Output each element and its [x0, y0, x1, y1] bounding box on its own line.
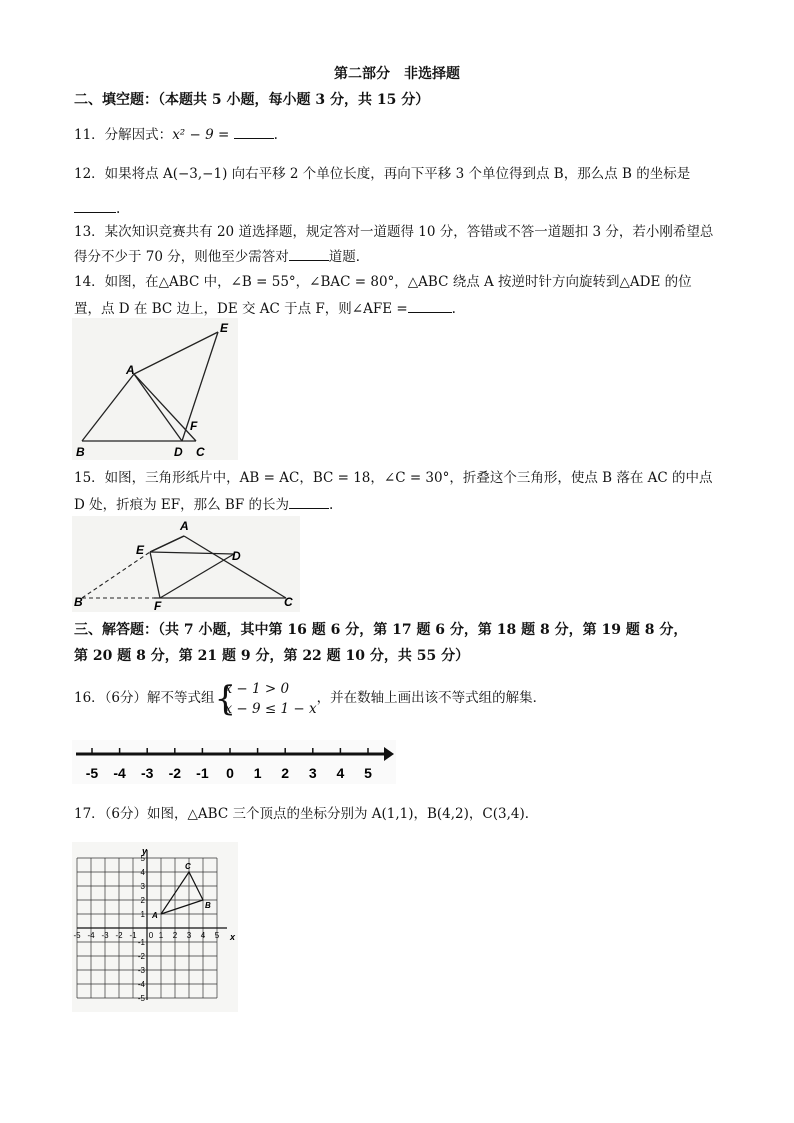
answer-blank[interactable]	[289, 494, 329, 509]
question-13-line1: 13．某次知识竞赛共有 20 道选择题，规定答对一道题得 10 分，答错或不答一道题扣 3 分，若小刚希望总	[74, 224, 714, 240]
label-c: C	[196, 445, 205, 459]
figure-15-folding	[72, 516, 300, 612]
label-c: C	[284, 595, 293, 609]
y-axis-label: y	[142, 846, 148, 856]
grid-x-tick-label: 4	[200, 931, 206, 940]
label-a: A	[180, 519, 189, 533]
section3-heading-line1: 三、解答题：（共 7 小题，其中第 16 题 6 分，第 17 题 6 分，第 18 题 8 分，第 19 题 8 分，	[74, 622, 688, 638]
grid-y-tick-label: -1	[137, 938, 145, 947]
question-14-line1: 14．如图，在△ABC 中，∠B = 55°，∠BAC = 80°，△ABC 绕点 A 按逆时针方向旋转到△ADE 的位	[74, 274, 692, 290]
label-e: E	[136, 543, 145, 557]
question-14-line2: 置，点 D 在 BC 边上，DE 交 AC 于点 F，则∠AFE = .	[74, 298, 456, 319]
inequality-system: { x − 1 > 0 x − 9 ≤ 1 − x	[214, 678, 317, 719]
number-line-label: 4	[336, 765, 345, 781]
grid-x-tick-label: 0	[148, 931, 154, 940]
grid-x-tick-label: -2	[115, 931, 123, 940]
number-line-label: -5	[85, 765, 99, 781]
number-line-label: 3	[308, 765, 317, 781]
label-f: F	[154, 599, 162, 612]
question-17: 17．（6分）如图，△ABC 三个顶点的坐标分别为 A(1,1)，B(4,2)，C(3,4)．	[74, 806, 539, 822]
grid-x-tick-label: -1	[129, 931, 137, 940]
section3-heading-line2: 第 20 题 8 分，第 21 题 9 分，第 22 题 10 分，共 55 分）	[74, 648, 470, 664]
answer-blank[interactable]	[289, 246, 329, 261]
label-b: B	[74, 595, 83, 609]
number-line-label: -3	[140, 765, 154, 781]
coordinate-grid	[72, 842, 238, 1012]
grid-y-tick-label: -5	[137, 994, 145, 1003]
grid-y-tick-label: 3	[140, 882, 145, 891]
grid-y-tick-label: -2	[137, 952, 145, 961]
grid-x-tick-label: -5	[73, 931, 81, 940]
number-line-label: 1	[253, 765, 262, 781]
number-line-label: 5	[364, 765, 372, 781]
number-line-label: -4	[113, 765, 126, 781]
number-line	[72, 740, 396, 784]
answer-blank[interactable]	[74, 198, 116, 213]
grid-y-tick-label: 4	[140, 868, 145, 877]
number-line-label: -2	[168, 765, 182, 781]
grid-x-tick-label: 3	[186, 931, 192, 940]
x-axis-label: x	[230, 932, 236, 942]
number-line-label: -1	[196, 765, 209, 781]
number-line-label: 0	[226, 765, 234, 781]
label-d: D	[232, 549, 241, 563]
grid-y-tick-label: 2	[140, 896, 145, 905]
grid-y-tick-label: 5	[140, 854, 145, 863]
grid-x-tick-label: 1	[158, 931, 164, 940]
figure-14-triangle	[72, 318, 238, 460]
question-15-line1: 15．如图，三角形纸片中，AB = AC，BC = 18，∠C = 30°，折叠这个三角形，使点 B 落在 AC 的中点	[74, 470, 713, 486]
label-d: D	[174, 445, 183, 459]
point-a-label: A	[152, 911, 158, 920]
question-11: 11．分解因式：x² − 9 = .	[74, 124, 278, 145]
point-b-label: B	[205, 901, 211, 910]
number-line-label: 2	[281, 765, 290, 781]
grid-y-tick-label: 1	[140, 910, 145, 919]
point-c-label: C	[185, 862, 191, 871]
part-title: 第二部分 非选择题	[334, 66, 460, 82]
label-f: F	[190, 419, 198, 433]
label-a: A	[126, 363, 135, 377]
question-15-line2: D 处，折痕为 EF，那么 BF 的长为 .	[74, 494, 333, 515]
grid-x-tick-label: -3	[101, 931, 109, 940]
grid-x-tick-label: -4	[87, 931, 95, 940]
question-12-line2: .	[74, 198, 120, 219]
answer-blank[interactable]	[234, 124, 274, 139]
label-b: B	[76, 445, 85, 459]
section2-heading: 二、填空题：（本题共 5 小题，每小题 3 分，共 15 分）	[74, 92, 430, 108]
label-e: E	[220, 321, 229, 335]
question-13-line2: 得分不少于 70 分，则他至少需答对 道题．	[74, 246, 369, 267]
grid-y-tick-label: -3	[137, 966, 145, 975]
answer-blank[interactable]	[408, 298, 452, 313]
grid-x-tick-label: 2	[172, 931, 178, 940]
grid-y-tick-label: -4	[137, 980, 145, 989]
question-12-line1: 12．如果将点 A(−3,−1) 向右平移 2 个单位长度，再向下平移 3 个单位得到点 B，那么点 B 的坐标是	[74, 166, 691, 182]
question-16: 16．（6分）解不等式组 { x − 1 > 0 x − 9 ≤ 1 − x ，并在数轴上画出该不等式组的解集．	[74, 678, 547, 719]
grid-x-tick-label: 5	[214, 931, 220, 940]
